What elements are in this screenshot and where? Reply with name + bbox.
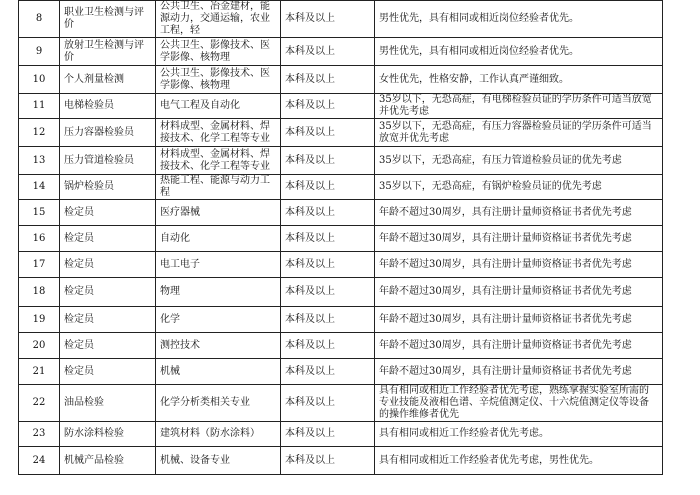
recruitment-table-sheet: [18, 0, 663, 475]
table-row: [19, 1, 663, 38]
position-cell: 职业卫生检测与评价: [60, 1, 156, 38]
table-row: [19, 307, 663, 333]
position-cell: 电梯检验员: [60, 94, 156, 119]
education-cell: 本科及以上: [281, 307, 375, 333]
position-cell: 油品检验: [60, 385, 156, 422]
education-cell: 本科及以上: [281, 359, 375, 385]
education-cell: 本科及以上: [281, 66, 375, 94]
row-number: 14: [19, 175, 60, 200]
table-row: [19, 38, 663, 66]
major-cell: 机械、设备专业: [156, 447, 281, 475]
major-cell: 化学分析类相关专业: [156, 385, 281, 422]
requirements-cell: 年龄不超过30周岁，具有注册计量师资格证书者优先考虑: [375, 359, 663, 385]
requirements-cell: 具有相同或相近工作经验者优先考虑，男性优先。: [375, 447, 663, 475]
major-cell: 物理: [156, 278, 281, 307]
requirements-cell: 男性优先，具有相同或相近岗位经验者优先。: [375, 38, 663, 66]
education-cell: 本科及以上: [281, 226, 375, 252]
table-row: [19, 447, 663, 475]
row-number: 16: [19, 226, 60, 252]
requirements-cell: 35岁以下，无恐高症，有电梯检验员证的学历条件可适当放宽并优先考虑: [375, 94, 663, 119]
row-number: 23: [19, 422, 60, 447]
table-row: [19, 359, 663, 385]
table-row: [19, 226, 663, 252]
position-cell: 检定员: [60, 252, 156, 278]
education-cell: 本科及以上: [281, 447, 375, 475]
requirements-cell: 35岁以下，无恐高症，有压力管道检验员证的优先考虑: [375, 147, 663, 175]
table-row: [19, 385, 663, 422]
position-cell: 检定员: [60, 200, 156, 226]
table-row: [19, 94, 663, 119]
requirements-cell: 35岁以下，无恐高症，有压力容器检验员证的学历条件可适当放宽并优先考虑: [375, 119, 663, 147]
table-row: [19, 252, 663, 278]
requirements-cell: 年龄不超过30周岁，具有注册计量师资格证书者优先考虑: [375, 278, 663, 307]
major-cell: 公共卫生、影像技术、医学影像、核物理: [156, 66, 281, 94]
row-number: 11: [19, 94, 60, 119]
position-cell: 放射卫生检测与评价: [60, 38, 156, 66]
requirements-cell: 男性优先，具有相同或相近岗位经验者优先。: [375, 1, 663, 38]
row-number: 19: [19, 307, 60, 333]
row-number: 17: [19, 252, 60, 278]
row-number: 12: [19, 119, 60, 147]
education-cell: 本科及以上: [281, 1, 375, 38]
position-cell: 防水涂料检验: [60, 422, 156, 447]
education-cell: 本科及以上: [281, 385, 375, 422]
requirements-cell: 35岁以下，无恐高症，有锅炉检验员证的优先考虑: [375, 175, 663, 200]
row-number: 22: [19, 385, 60, 422]
position-cell: 检定员: [60, 359, 156, 385]
position-cell: 压力容器检验员: [60, 119, 156, 147]
recruitment-table: [18, 0, 663, 475]
position-cell: 压力管道检验员: [60, 147, 156, 175]
row-number: 13: [19, 147, 60, 175]
major-cell: 建筑材料（防水涂料）: [156, 422, 281, 447]
major-cell: 材料成型、金属材料、焊接技术、化学工程等专业: [156, 119, 281, 147]
position-cell: 锅炉检验员: [60, 175, 156, 200]
major-cell: 机械: [156, 359, 281, 385]
row-number: 10: [19, 66, 60, 94]
education-cell: 本科及以上: [281, 175, 375, 200]
requirements-cell: 年龄不超过30周岁，具有注册计量师资格证书者优先考虑: [375, 252, 663, 278]
row-number: 8: [19, 1, 60, 38]
requirements-cell: 女性优先，性格安静，工作认真严谨细致。: [375, 66, 663, 94]
education-cell: 本科及以上: [281, 278, 375, 307]
table-row: [19, 175, 663, 200]
requirements-cell: 具有相同或相近工作经验者优先考虑，熟练掌握实验室所需的专业技能及液相色谱、辛烷值测定仪、十六烷值测定仪等设备的操作维修者优先: [375, 385, 663, 422]
education-cell: 本科及以上: [281, 200, 375, 226]
table-row: [19, 278, 663, 307]
position-cell: 检定员: [60, 333, 156, 359]
row-number: 20: [19, 333, 60, 359]
education-cell: 本科及以上: [281, 94, 375, 119]
major-cell: 医疗器械: [156, 200, 281, 226]
position-cell: 个人剂量检测: [60, 66, 156, 94]
education-cell: 本科及以上: [281, 147, 375, 175]
position-cell: 检定员: [60, 278, 156, 307]
table-row: [19, 422, 663, 447]
major-cell: 电气工程及自动化: [156, 94, 281, 119]
major-cell: 热能工程、能源与动力工程: [156, 175, 281, 200]
position-cell: 检定员: [60, 226, 156, 252]
requirements-cell: 年龄不超过30周岁，具有注册计量师资格证书者优先考虑: [375, 307, 663, 333]
row-number: 21: [19, 359, 60, 385]
requirements-cell: 年龄不超过30周岁，具有注册计量师资格证书者优先考虑: [375, 333, 663, 359]
education-cell: 本科及以上: [281, 252, 375, 278]
major-cell: 化学: [156, 307, 281, 333]
requirements-cell: 具有相同或相近工作经验者优先考虑。: [375, 422, 663, 447]
position-cell: 检定员: [60, 307, 156, 333]
table-row: [19, 147, 663, 175]
major-cell: 自动化: [156, 226, 281, 252]
table-row: [19, 200, 663, 226]
row-number: 24: [19, 447, 60, 475]
education-cell: 本科及以上: [281, 333, 375, 359]
row-number: 18: [19, 278, 60, 307]
education-cell: 本科及以上: [281, 119, 375, 147]
requirements-cell: 年龄不超过30周岁，具有注册计量师资格证书者优先考虑: [375, 200, 663, 226]
position-cell: 机械产品检验: [60, 447, 156, 475]
major-cell: 材料成型、金属材料、焊接技术、化学工程等专业: [156, 147, 281, 175]
education-cell: 本科及以上: [281, 38, 375, 66]
requirements-cell: 年龄不超过30周岁，具有注册计量师资格证书者优先考虑: [375, 226, 663, 252]
education-cell: 本科及以上: [281, 422, 375, 447]
major-cell: 公共卫生、影像技术、医学影像、核物理: [156, 38, 281, 66]
row-number: 15: [19, 200, 60, 226]
row-number: 9: [19, 38, 60, 66]
table-row: [19, 119, 663, 147]
table-row: [19, 66, 663, 94]
table-row: [19, 333, 663, 359]
major-cell: 电工电子: [156, 252, 281, 278]
major-cell: 测控技术: [156, 333, 281, 359]
major-cell: 公共卫生、冶金建材，能源动力，交通运输，农业工程，轻: [156, 1, 281, 38]
